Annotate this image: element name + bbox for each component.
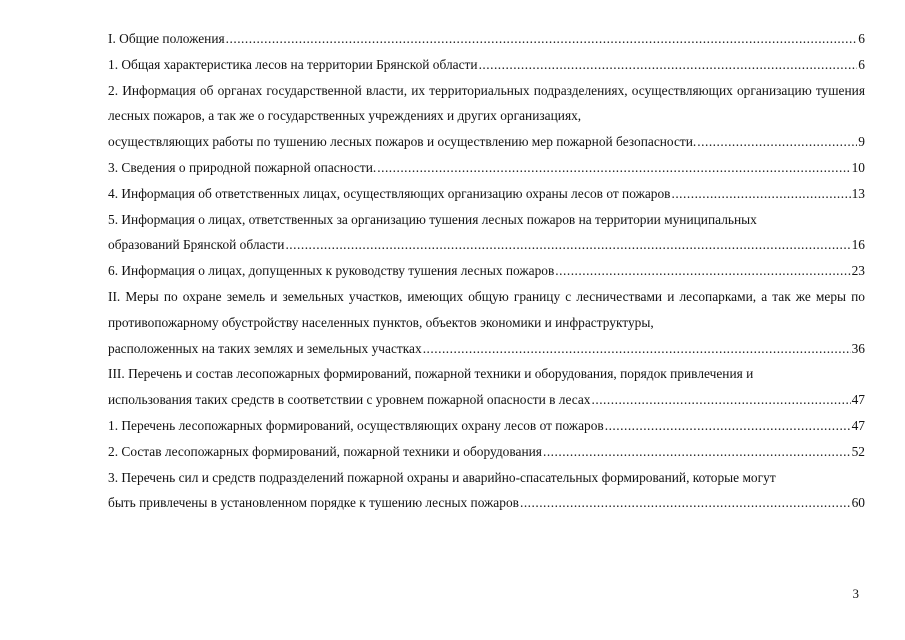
toc-entry-page: 23	[851, 263, 865, 279]
toc-entry-title: 2. Информация об органах государственной власти, их территориальных подразделениях, осуществляющих организацию тушения лесных пожаров, а так же о государственных учреждениях и других организациях,	[108, 82, 865, 124]
toc-entry[interactable]	[108, 284, 865, 361]
leader-dots	[697, 129, 857, 155]
toc-entry-page: 47	[851, 417, 865, 433]
leader-dots	[671, 181, 850, 207]
toc-entry[interactable]	[108, 26, 865, 52]
leader-dots	[520, 490, 851, 516]
toc-entry-page: 16	[851, 237, 865, 253]
toc-entry-title: II. Меры по охране земель и земельных участков, имеющих общую границу с лесничествами и лесопарками, а так же меры по противопожарному обустройству населенных пунктов, объектов экономики и инфраструктуры,	[108, 288, 865, 330]
toc-entry-title: 1. Перечень лесопожарных формирований, осуществляющих охрану лесов от пожаров	[108, 417, 604, 433]
toc-entry-page: 6	[858, 56, 865, 72]
leader-dots	[377, 155, 850, 181]
toc-entry[interactable]	[108, 465, 865, 517]
toc-entry-page: 60	[851, 495, 865, 511]
toc-entry-page: 52	[851, 443, 865, 459]
toc-entry[interactable]	[108, 361, 865, 413]
leader-dots	[555, 258, 850, 284]
leader-dots	[226, 26, 858, 52]
toc-entry-page: 10	[851, 159, 865, 175]
toc-entry-page: 13	[851, 185, 865, 201]
toc-entry-page: 6	[858, 31, 865, 46]
toc-entry[interactable]	[108, 258, 865, 284]
toc-entry-title: 5. Информация о лицах, ответственных за организацию тушения лесных пожаров на территории муниципальных	[108, 211, 757, 227]
toc-entry[interactable]	[108, 78, 865, 155]
toc-entry-title-end: использования таких средств в соответствии с уровнем пожарной опасности в лесах	[108, 392, 591, 408]
toc-entry-title: I. Общие положения	[108, 31, 225, 46]
toc-entry[interactable]	[108, 413, 865, 439]
toc-entry-title: 1. Общая характеристика лесов на территории Брянской области	[108, 56, 478, 72]
toc-entry-title: 6. Информация о лицах, допущенных к руководству тушения лесных пожаров	[108, 263, 555, 279]
toc-entry-title-end: осуществляющих работы по тушению лесных пожаров и осуществлению мер пожарной безопасности.	[108, 134, 697, 150]
leader-dots	[479, 52, 858, 78]
toc-entry[interactable]	[108, 207, 865, 259]
leader-dots	[423, 336, 851, 362]
toc-entry-title-end: образований Брянской области	[108, 237, 285, 253]
toc-entry-page: 36	[851, 340, 865, 356]
toc-entry-title-end: быть привлечены в установленном порядке к тушению лесных пожаров	[108, 495, 519, 511]
toc-entry-title: 3. Перечень сил и средств подразделений пожарной охраны и аварийно-спасательных формирований, которые могут	[108, 469, 776, 485]
toc-entry-page: 47	[851, 392, 865, 408]
toc-entry[interactable]	[108, 52, 865, 78]
toc-entry-title: 2. Состав лесопожарных формирований, пожарной техники и оборудования	[108, 443, 542, 459]
toc-entry-title: 3. Сведения о природной пожарной опасности.	[108, 159, 377, 175]
leader-dots	[592, 387, 851, 413]
leader-dots	[605, 413, 851, 439]
toc-entry-title: 4. Информация об ответственных лицах, осуществляющих организацию охраны лесов от пожаров	[108, 185, 671, 201]
page-number: 3	[852, 586, 859, 601]
toc-entry-page: 9	[858, 134, 865, 150]
leader-dots	[285, 232, 850, 258]
toc-entry[interactable]	[108, 181, 865, 207]
leader-dots	[543, 439, 851, 465]
toc-entry[interactable]	[108, 155, 865, 181]
table-of-contents	[108, 26, 865, 516]
toc-entry[interactable]	[108, 439, 865, 465]
toc-entry-title-end: расположенных на таких землях и земельных участках	[108, 340, 422, 356]
toc-entry-title: III. Перечень и состав лесопожарных формирований, пожарной техники и оборудования, порядок привлечения и	[108, 366, 754, 382]
